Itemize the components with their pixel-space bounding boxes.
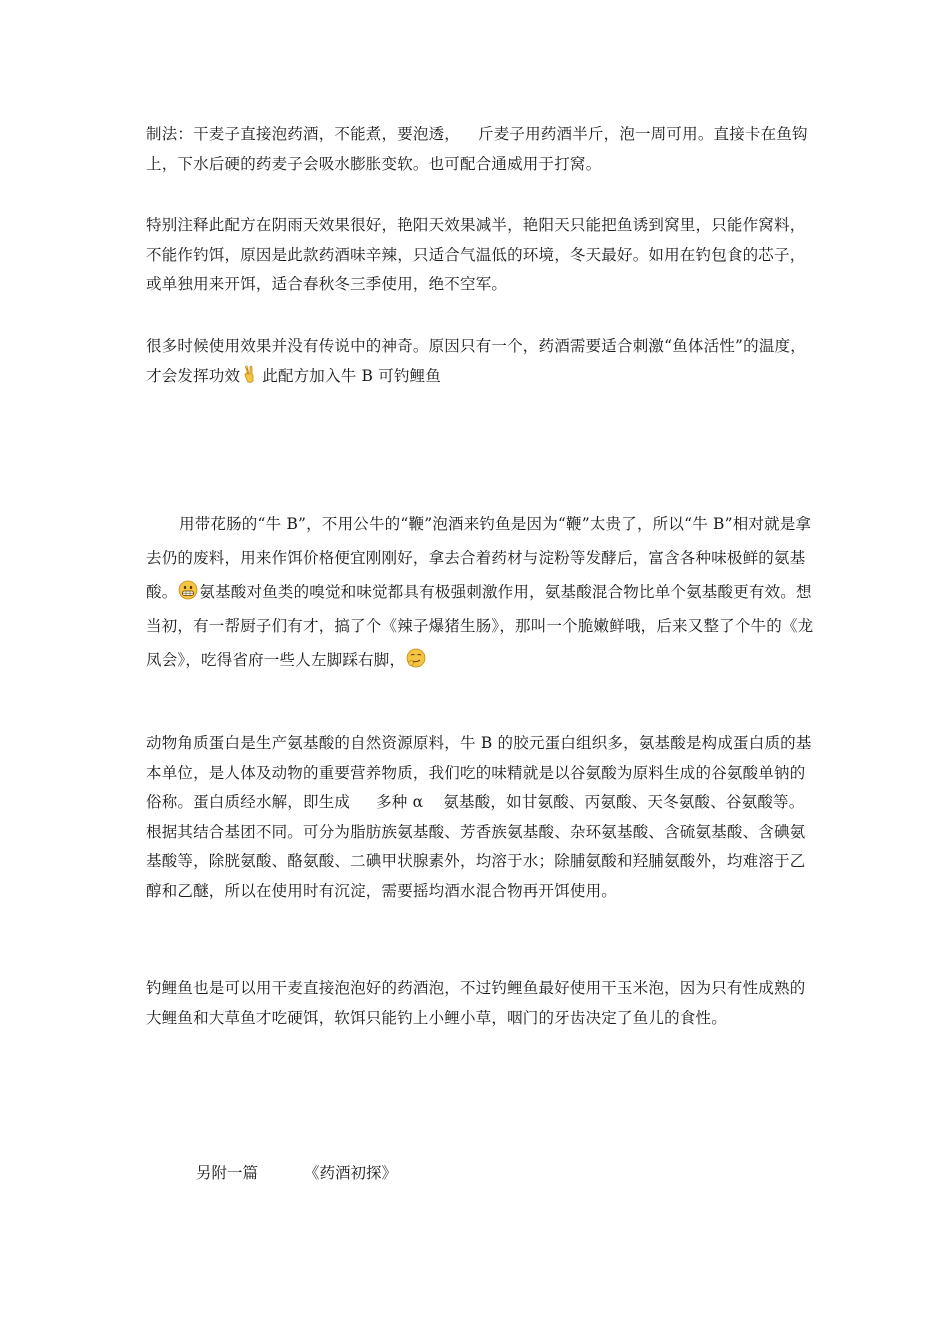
grinning-face-icon [178,580,198,600]
paragraph-carp: 钓鲤鱼也是可以用干麦直接泡泡好的药酒泡，不过钓鲤鱼最好使用干玉米泡，因为只有性成熟的大鲤鱼和大草鱼才吃硬饵，软饵只能钓上小鲤小草，咽门的牙齿决定了鱼儿的食性。 [146,979,806,1027]
amino-text-a: 动物角质蛋白是生产氨基酸的自然资源原料，牛 B 的胶元蛋白组织多，氨基酸是构成蛋白质的基本单位，是人体及动物的重要营养物质，我们吃的味精就是以谷氨酸为原料生成的谷氨酸单钠的俗称。蛋白质经水解，即生成 [146,734,812,811]
effect-text-a: 很多时候使用效果并没有传说中的神奇。原因只有一个，药酒需要适合刺激“鱼体活性”的温度，才会发挥功效 [146,337,806,385]
paragraph-amino-acid [146,729,816,906]
victory-hand-icon [241,364,261,384]
niu-b-text-a: 用带花肠的“牛 B”，不用公牛的“鞭”泡酒来钓鱼是因为“鞭”太贵了，所以“牛 B”相对就是拿去仍的废料，用来作饵价格便宜刚刚好，拿去合着药材与淀粉等发酵后，富含各种味极鲜的氨基酸。 [146,515,812,601]
niu-b-text-b: 氨基酸对鱼类的嗅觉和味觉都具有极强刺激作用，氨基酸混合物比单个氨基酸更有效。想当初，有一帮厨子们有才，搞了个《辣子爆猪生肠》，那叫一个脆嫩鲜哦，后来又整了个牛的《龙凤会》，吃得省府一些人左脚踩右脚， [146,583,814,669]
paragraph-effect [146,332,816,391]
smirking-face-icon [406,648,426,668]
paragraph-note: 特别注释此配方在阴雨天效果很好，艳阳天效果减半，艳阳天只能把鱼诱到窝里，只能作窝料，不能作钓饵，原因是此款药酒味辛辣，只适合气温低的环境，冬天最好。如用在钓包食的芯子，或单独用来开饵，适合春秋冬三季使用，绝不空军。 [146,216,806,293]
appendix-line [196,1158,397,1188]
paragraph-niu-b [146,507,816,677]
method-text-b: 斤麦子用药酒半斤，泡一周可用。直接卡在鱼钩上，下水后硬的药麦子会吸水膨胀变软。也可配合通威用于打窝。 [146,125,808,173]
appendix-title: 《药酒初探》 [304,1164,398,1182]
effect-text-b: 此配方加入牛 B 可钓鲤鱼 [262,366,442,385]
amino-text-b: 多种 α [376,793,424,811]
paragraph-method [146,120,816,179]
amino-text-c: 氨基酸，如甘氨酸、丙氨酸、天冬氨酸、谷氨酸等。根据其结合基团不同。可分为脂肪族氨基酸、芳香族氨基酸、杂环氨基酸、含硫氨基酸、含碘氨基酸等，除胱氨酸、酪氨酸、二碘甲状腺素外，均溶于水；除脯氨酸和羟脯氨酸外，均难溶于乙醇和乙醚，所以在使用时有沉淀，需要摇均酒水混合物再开饵使用。 [146,793,806,900]
appendix-label: 另附一篇 [196,1164,259,1182]
method-text-a: 制法：干麦子直接泡药酒，不能煮，要泡透， [146,125,461,143]
